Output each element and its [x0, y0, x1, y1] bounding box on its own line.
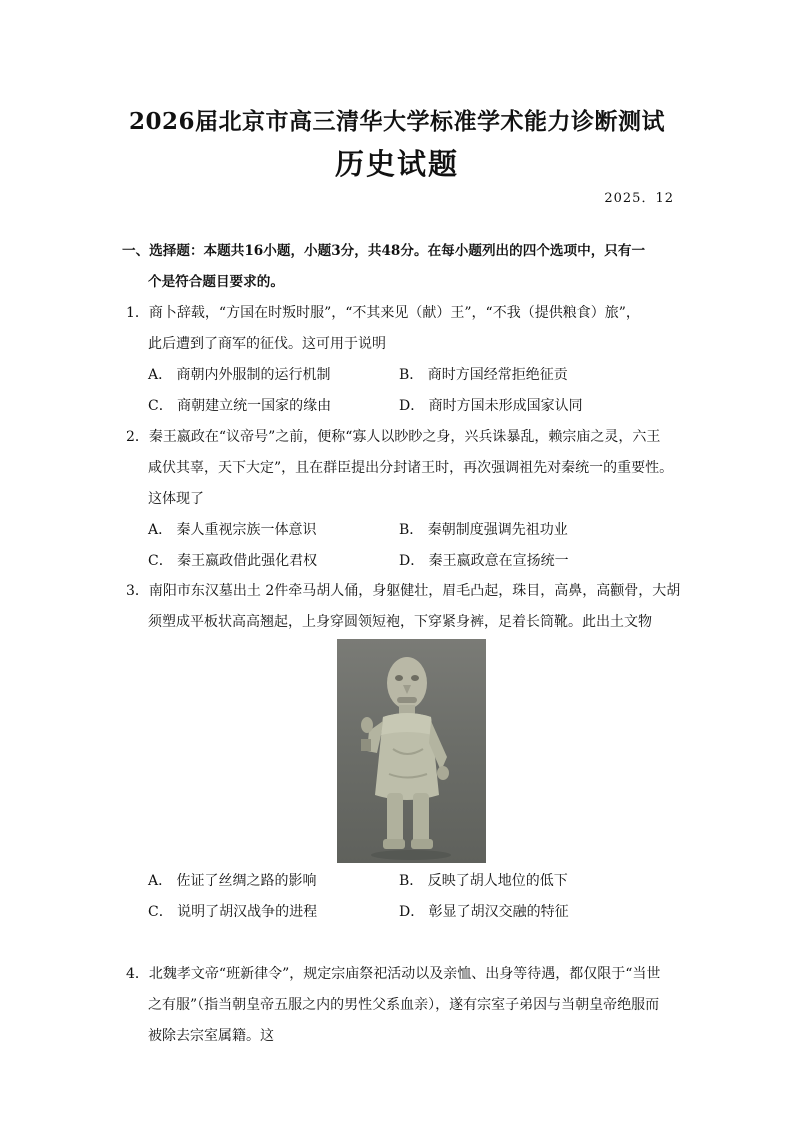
question-1 [126, 298, 686, 422]
section-line-1: 一、选择题：本题共16小题，小题3分，共48分。在每小题列出的四个选项中，只有一 [122, 243, 646, 259]
question-3-option-a: A． 佐证了丝绸之路的影响 [148, 873, 317, 889]
subject-title: 历史试题 [334, 147, 459, 181]
question-1-option-d: D． 商时方国未形成国家认同 [399, 398, 583, 414]
question-2-stem-line-2: 咸伏其辜，天下大定”，且在群臣提出分封诸王时，再次强调祖先对秦统一的重要性。 [148, 460, 674, 476]
tomb-figurine-photo [337, 639, 486, 863]
question-1-options-row-1 [126, 360, 686, 391]
question-2-options-row-1 [126, 515, 686, 546]
question-2-stem-line-1: 2．秦王嬴政在“议帝号”之前，便称“寡人以眇眇之身，兴兵诛暴乱，赖宗庙之灵，六王 [126, 429, 661, 445]
question-3-option-d: D． 彰显了胡汉交融的特征 [399, 904, 569, 920]
question-4 [126, 959, 686, 1052]
question-2-options-row-2 [126, 546, 686, 577]
question-3-options-row-2 [126, 897, 686, 928]
question-4-stem-line-2: 之有服”（指当朝皇帝五服之内的男性父系血亲），遂有宗室子弟因与当朝皇帝绝服而 [148, 997, 660, 1013]
question-1-option-c: C． 商朝建立统一国家的缘由 [148, 398, 332, 414]
question-1-option-b: B． 商时方国经常拒绝征贡 [399, 367, 568, 383]
question-2-option-a: A． 秦人重视宗族一体意识 [148, 522, 317, 538]
section-instructions [122, 236, 682, 298]
question-2-option-b: B． 秦朝制度强调先祖功业 [399, 522, 568, 538]
question-4-stem-line-3: 被除去宗室属籍。这 [148, 1028, 274, 1044]
question-3-options-row-1 [126, 866, 686, 897]
section-line-2: 个是符合题目要求的。 [148, 274, 284, 290]
question-3-stem-line-1: 3．南阳市东汉墓出土 2件牵马胡人俑，身躯健壮，眉毛凸起，珠目，高鼻，高颧骨，大胡 [126, 583, 681, 599]
question-4-stem-line-1: 4．北魏孝文帝“班新律令”，规定宗庙祭祀活动以及亲恤、出身等待遇，都仅限于“当世 [126, 966, 661, 982]
question-3-stem-line-2: 须塑成平板状高高翘起，上身穿圆领短袍，下穿紧身裤，足着长筒靴。此出土文物 [148, 614, 652, 630]
question-2-option-c: C． 秦王嬴政借此强化君权 [148, 553, 318, 569]
exam-date: 2025．12 [604, 191, 674, 206]
question-2-option-d: D． 秦王嬴政意在宣扬统一 [399, 553, 569, 569]
question-1-options-row-2 [126, 391, 686, 422]
question-2-stem-line-3: 这体现了 [148, 491, 204, 507]
exam-title: 2026届北京市高三清华大学标准学术能力诊断测试 [128, 108, 665, 135]
question-3-option-b: B． 反映了胡人地位的低下 [399, 873, 568, 889]
question-1-option-a: A． 商朝内外服制的运行机制 [148, 367, 331, 383]
question-3-options [126, 866, 686, 928]
question-1-stem-line-1: 1．商卜辞载，“方国在时叛时服”，“不其来见（献）王”，“不我（提供粮食）旅”， [126, 305, 640, 321]
figurine-illustration [337, 639, 486, 863]
question-3-option-c: C． 说明了胡汉战争的进程 [148, 904, 318, 920]
question-2 [126, 422, 686, 577]
question-3 [126, 576, 686, 638]
question-1-stem-line-2: 此后遭到了商军的征伐。这可用于说明 [148, 336, 386, 352]
